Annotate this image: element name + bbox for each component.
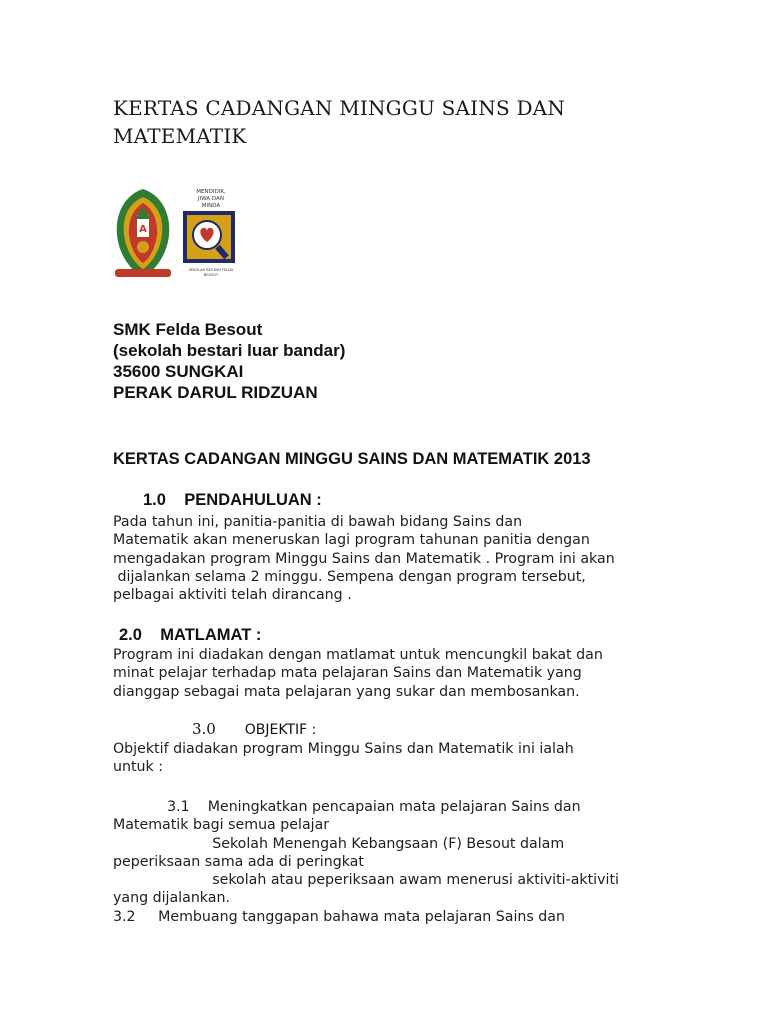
proposal-subtitle: KERTAS CADANGAN MINGGU SAINS DAN MATEMATIK 2013 [113,450,591,468]
address-line: SMK Felda Besout [113,320,263,339]
paragraph-line: dijalankan selama 2 minggu. Sempena dengan program tersebut, [113,568,586,585]
objective-line: sekolah atau peperiksaan awam menerusi aktiviti-aktiviti [113,872,619,889]
motto-line-3: MINDA [201,203,221,209]
section-3-heading [192,720,316,738]
section-2-heading: 2.0 MATLAMAT : [119,626,262,644]
paragraph-line: Program ini diadakan dengan matlamat untuk mencungkil bakat dan [113,647,603,663]
document-title [113,94,673,150]
title-line-1: KERTAS CADANGAN MINGGU SAINS DAN [113,96,566,120]
paragraph-line: pelbagai aktiviti telah dirancang . [113,587,352,604]
svg-text:A: A [139,224,147,235]
paragraph-line: Matematik akan meneruskan lagi program tahunan panitia dengan [113,532,590,549]
school-address [113,319,345,403]
paragraph-line: dianggap sebagai mata pelajaran yang sukar dan membosankan. [113,683,580,700]
objective-line: 3.1 Meningkatkan pencapaian mata pelajaran Sains dan [113,799,581,815]
section-3-number: 3.0 [192,720,216,738]
address-line: (sekolah bestari luar bandar) [113,341,346,360]
motto-line-1: MENDIDIK, [196,189,226,195]
section-1-body [113,513,653,604]
paragraph-line: Pada tahun ini, panitia-panitia di bawah bidang Sains dan [113,514,523,530]
title-line-2: MATEMATIK [113,124,247,148]
objective-line: yang dijalankan. [113,890,230,907]
objective-line: peperiksaan sama ada di peringkat [113,853,364,870]
section-3-intro [113,740,653,777]
section-1-heading: 1.0 PENDAHULUAN : [143,491,322,509]
school-motto-logo [181,185,241,281]
objective-line: Sekolah Menengah Kebangsaan (F) Besout dalam [113,835,565,852]
objective-line: Matematik bagi semua pelajar [113,817,330,834]
paragraph-line: minat pelajar terhadap mata pelajaran Sains dan Matematik yang [113,665,582,682]
logo-school-name-2: BESOUT [203,273,219,277]
section-3-title: OBJEKTIF : [244,722,317,738]
paragraph-line: untuk : [113,759,164,776]
address-line: 35600 SUNGKAI [113,362,244,381]
section-3-objectives [113,798,653,926]
address-line: PERAK DARUL RIDZUAN [113,383,318,402]
logo-school-name-1: SEKOLAH BESTARI FELDA [188,268,234,272]
paragraph-line: Objektif diadakan program Minggu Sains dan Matematik ini ialah [113,741,574,757]
school-crest-logo [111,185,175,281]
objective-line: 3.2 Membuang tanggapan bahawa mata pelajaran Sains dan [113,908,565,925]
paragraph-line: mengadakan program Minggu Sains dan Matematik . Program ini akan [113,550,615,567]
motto-line-2: JIWA DAN [198,196,224,202]
section-2-body [113,646,653,701]
